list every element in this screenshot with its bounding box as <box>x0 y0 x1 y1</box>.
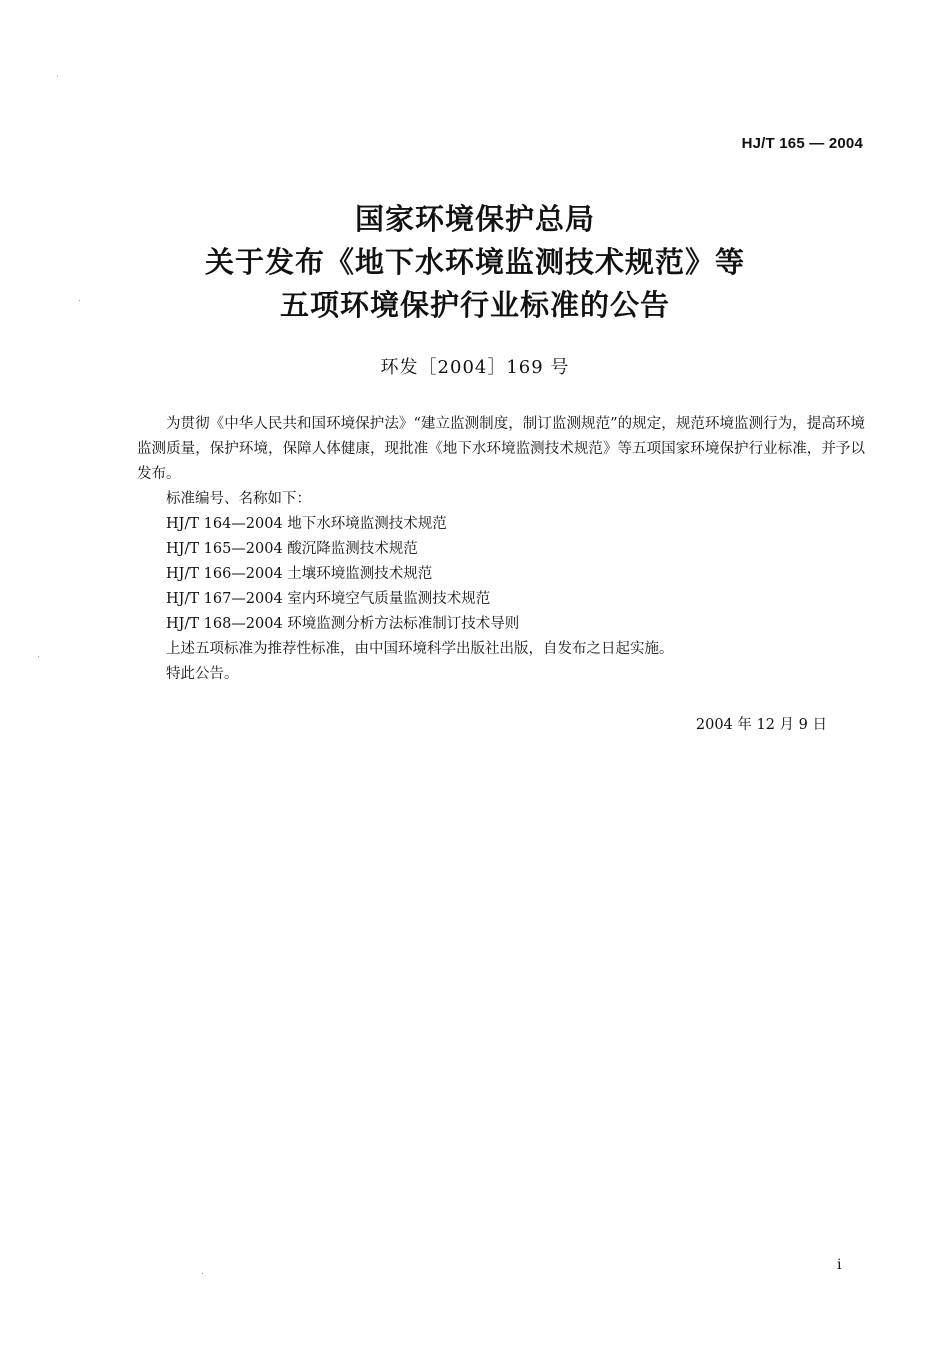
list-intro: 标准编号、名称如下： <box>166 491 311 507</box>
title-line-2: 关于发布《地下水环境监测技术规范》等 <box>204 245 745 279</box>
standard-item: HJ/T 166—2004 土壤环境监测技术规范 <box>166 566 433 582</box>
issue-date: 2004 年 12 月 9 日 <box>695 717 827 733</box>
scan-speck <box>79 300 80 301</box>
document-number: 环发［2004］169 号 <box>380 357 570 378</box>
standard-item: HJ/T 167—2004 室内环境空气质量监测技术规范 <box>166 591 491 607</box>
intro-paragraph: 为贯彻《中华人民共和国环境保护法》“建立监测制度，制订监测规范”的规定，规范环境监测行为，提高环境监测质量，保护环境，保障人体健康，现批准《地下水环境监测技术规范》等五项国家环境保护行业标准，并予以发布。 <box>137 416 865 482</box>
standard-item: HJ/T 164—2004 地下水环境监测技术规范 <box>166 516 447 532</box>
title-line-3: 五项环境保护行业标准的公告 <box>279 288 670 322</box>
scan-speck <box>202 1273 203 1274</box>
closing-note: 上述五项标准为推荐性标准，由中国环境科学出版社出版，自发布之日起实施。 <box>166 641 674 657</box>
announcement-body <box>137 412 865 687</box>
title-line-1: 国家环境保护总局 <box>354 202 595 236</box>
scan-speck <box>57 76 58 77</box>
scan-speck <box>38 656 39 657</box>
standard-item: HJ/T 168—2004 环境监测分析方法标准制订技术导则 <box>166 616 520 632</box>
announcement-title <box>0 198 950 327</box>
page-number: i <box>837 1257 842 1273</box>
closing-sign: 特此公告。 <box>166 666 239 682</box>
standard-item: HJ/T 165—2004 酸沉降监测技术规范 <box>166 541 418 557</box>
standard-code-header: HJ/T 165 — 2004 <box>741 135 863 152</box>
